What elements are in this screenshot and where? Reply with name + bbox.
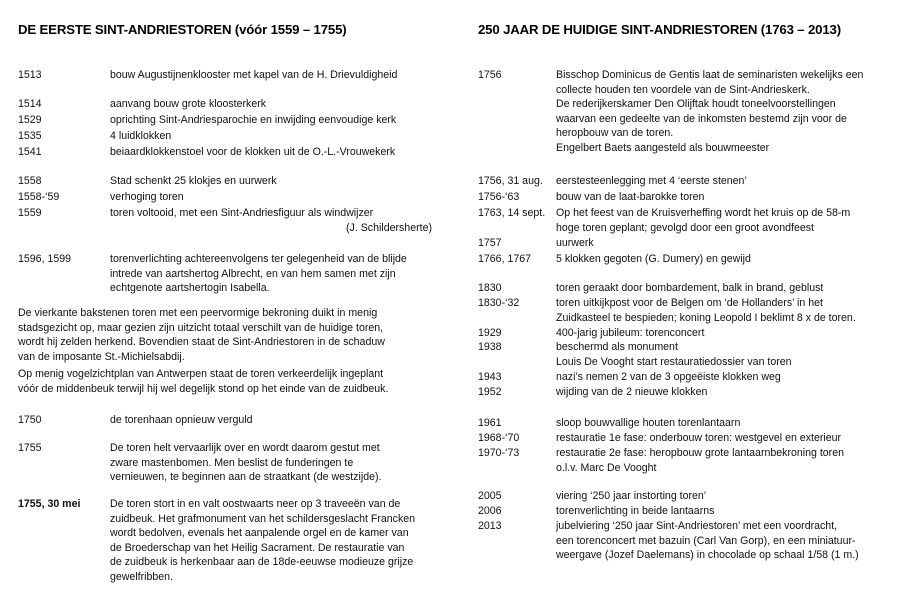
entry-text: torenverlichting achtereenvolgens ter gelegenheid van de blijde intrede van aartshertog Albrecht, en van hem samen met zijn echtgenote aartshertogin Isabella. — [110, 253, 407, 294]
intro-paragraph: De vierkante bakstenen toren met een peervormige bekroning duikt in menig stadsgezicht op, maar gezien zijn uitzicht totaal verschilt van de huidige toren, wordt hij zelden herkend. Bovendien staat de Sint-Andriestoren in de schaduw van de imposante St.-Michielsabdij. — [18, 307, 385, 363]
entry-text: toren uitkijkpost voor de Belgen om ‘de Hollanders’ in het Zuidkasteel te bespieden; koning Leopold I beklimt 8 x de toren. — [556, 297, 856, 324]
entry-year: 1750 — [18, 414, 42, 426]
entry-text: eerstesteenlegging met 4 ‘eerste stenen’ — [556, 175, 747, 187]
entry-text: toren geraakt door bombardement, balk in brand, geblust — [556, 282, 824, 294]
entry-year: 1535 — [18, 130, 42, 142]
entry-text: Stad schenkt 25 klokjes en uurwerk — [110, 175, 277, 187]
entry-text: Op het feest van de Kruisverheffing wordt het kruis op de 58-m hoge toren geplant; gevolgd door een groot avondfeest — [556, 207, 851, 234]
entry-year: 1929 — [478, 327, 502, 339]
entry-year: 1755 — [18, 442, 42, 454]
entry-text: beschermd als monument Louis De Vooght start restauratiedossier van toren — [556, 341, 792, 368]
entry-year: 1961 — [478, 417, 502, 429]
entry-year: 1757 — [478, 237, 502, 249]
entry-text: jubelviering ‘250 jaar Sint-Andriestoren’ met een voordracht, een torenconcert met bazuin (Carl Van Gorp), en een miniatuur- weergave (Jozef Daelemans) in chocolade op schaal 1/58 (1 m.) — [556, 520, 859, 561]
entry-text: oprichting Sint-Andriesparochie en inwijding eenvoudige kerk — [110, 114, 397, 126]
entry-year: 2006 — [478, 505, 502, 517]
entry-text: beiaardklokkenstoel voor de klokken uit de O.-L.-Vrouwekerk — [110, 146, 396, 158]
entry-text: aanvang bouw grote kloosterkerk — [110, 98, 267, 110]
right-title: 250 JAAR DE HUIDIGE SINT-ANDRIESTOREN (1763 – 2013) — [478, 22, 841, 37]
entry-text: sloop bouwvallige houten torenlantaarn — [556, 417, 741, 429]
entry-year: 1938 — [478, 341, 502, 353]
entry-year: 1763, 14 sept. — [478, 207, 546, 219]
left-title: DE EERSTE SINT-ANDRIESTOREN (vóór 1559 – 1755) — [18, 22, 347, 37]
entry-year: 2005 — [478, 490, 502, 502]
note-paragraph: Op menig vogelzichtplan van Antwerpen staat de toren verkeerdelijk ingeplant vóór de middenbeuk terwijl hij wel degelijk stond op het einde van de zuidbeuk. — [18, 368, 389, 395]
entry-text: viering ‘250 jaar instorting toren’ — [556, 490, 707, 502]
entry-year: 2013 — [478, 520, 502, 532]
entry-year: 1596, 1599 — [18, 253, 72, 265]
entry-text: wijding van de 2 nieuwe klokken — [556, 386, 708, 398]
entry-year: 1952 — [478, 386, 502, 398]
entry-text: De toren stort in en valt oostwaarts neer op 3 traveeën van de zuidbeuk. Het grafmonument van het schildersgeslacht Francken wordt bedolven, evenals het aanpalende orgel en de kamer van de Broederschap van het Heilig Sacrament. De restauratie van de zuidbeuk is herkenbaar aan de 18de-eeuwse modieuze grijze gewelfribben. — [110, 498, 416, 583]
entry-text: verhoging toren — [110, 191, 184, 203]
entry-text: 5 klokken gegoten (G. Dumery) en gewijd — [556, 253, 751, 265]
entry-year: 1766, 1767 — [478, 253, 532, 265]
entry-year: 1756-‘63 — [478, 191, 520, 203]
entry-year: 1970-‘73 — [478, 447, 520, 459]
entry-text: restauratie 2e fase: heropbouw grote lantaarnbekroning toren o.l.v. Marc De Vooght — [556, 447, 844, 474]
entry-year: 1830 — [478, 282, 502, 294]
entry-text: restauratie 1e fase: onderbouw toren: westgevel en exterieur — [556, 432, 842, 444]
entry-text: 4 luidklokken — [110, 130, 172, 142]
entry-year: 1541 — [18, 146, 42, 158]
entry-year: 1756, 31 aug. — [478, 175, 543, 187]
entry-text: Bisschop Dominicus de Gentis laat de seminaristen wekelijks een collecte houden ten voordele van de Sint-Andrieskerk. De rederijkerskamer Den Olijftak houdt toneelvoorstellingen waarvan een gedeelte van de inkomsten bestemd zijn voor de heropbouw van de toren. Engelbert Baets aangesteld als bouwmeester — [556, 69, 864, 154]
entry-text: 400-jarig jubileum: torenconcert — [556, 327, 705, 339]
entry-year: 1558-‘59 — [18, 191, 60, 203]
credit-text: (J. Schildersherte) — [346, 222, 432, 234]
entry-year: 1559 — [18, 207, 42, 219]
entry-year: 1513 — [18, 69, 42, 81]
entry-text: nazi’s nemen 2 van de 3 opgeëiste klokken weg — [556, 371, 781, 383]
entry-text: bouw Augustijnenklooster met kapel van de H. Drievuldigheid — [110, 69, 398, 81]
entry-text: uurwerk — [556, 237, 594, 249]
entry-year: 1756 — [478, 69, 502, 81]
entry-year: 1529 — [18, 114, 42, 126]
entry-text: torenverlichting in beide lantaarns — [556, 505, 715, 517]
entry-text: bouw van de laat-barokke toren — [556, 191, 705, 203]
credit-line — [110, 221, 432, 236]
entry-year: 1943 — [478, 371, 502, 383]
entry-text: toren voltooid, met een Sint-Andriesfiguur als windwijzer — [110, 207, 374, 219]
entry-year: 1755, 30 mei — [18, 498, 81, 510]
entry-text: De toren helt vervaarlijk over en wordt daarom gestut met zware mastenbomen. Men beslist de funderingen te vernieuwen, te beginnen aan de straatkant (de westzijde). — [110, 442, 382, 483]
entry-year: 1830-‘32 — [478, 297, 520, 309]
entry-text: de torenhaan opnieuw verguld — [110, 414, 253, 426]
entry-year: 1558 — [18, 175, 42, 187]
entry-year: 1514 — [18, 98, 42, 110]
entry-year: 1968-‘70 — [478, 432, 520, 444]
